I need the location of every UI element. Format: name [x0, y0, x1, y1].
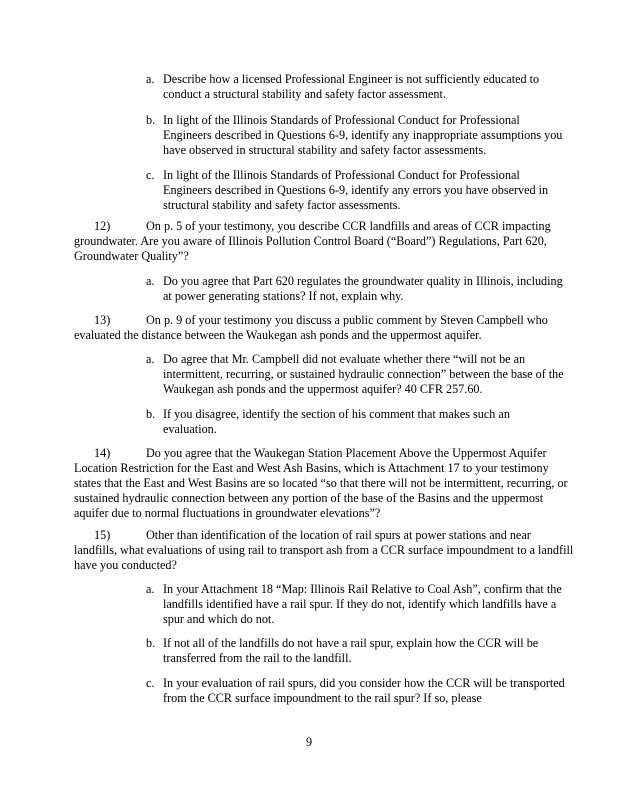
subitem-text: If not all of the landfills do not have a rail spur, explain how the CCR will be transferred from the rail to the landfill.: [163, 636, 539, 665]
subitem-label: a.: [146, 72, 155, 86]
question-text: Other than identification of the location of rail spurs at power stations and near landfills, what evaluations of using rail to transport ash from a CCR surface impoundment to a landfill have you conducted?: [74, 528, 574, 572]
subitem: [146, 352, 566, 397]
subitem-text: In your Attachment 18 “Map: Illinois Rail Relative to Coal Ash”, confirm that the landfills identified have a rail spur. If they do not, identify which landfills have a spur and which do not.: [163, 582, 562, 626]
subitem-text: Do agree that Mr. Campbell did not evaluate whether there “will not be an intermittent, recurring, or sustained hydraulic connection” between the base of the Waukegan ash ponds and the uppermost aquifer? 40 CFR 257.60.: [163, 352, 564, 396]
question-text: On p. 5 of your testimony, you describe CCR landfills and areas of CCR impacting groundwater. Are you aware of Illinois Pollution Control Board (“Board”) Regulations, Part 620, Groundwater Quality”?: [74, 219, 551, 263]
subitem: [146, 582, 566, 627]
subitem: [146, 676, 566, 706]
question: [74, 313, 574, 343]
question-text: Do you agree that the Waukegan Station Placement Above the Uppermost Aquifer Location Restriction for the East and West Ash Basins, which is Attachment 17 to your testimony states that the East and West Basins are so located “so that there will not be intermittent, recurring, or sustained hydraulic connection between any portion of the base of the Basins and the uppermost aquifer due to normal fluctuations in groundwater elevations”?: [74, 446, 568, 520]
subitem-text: In light of the Illinois Standards of Professional Conduct for Professional Engineers described in Questions 6-9, identify any inappropriate assumptions you have observed in structural stability and safety factor assessments.: [163, 113, 563, 157]
subitem-label: c.: [146, 676, 155, 690]
subitem: [146, 113, 566, 158]
subitem-text: Do you agree that Part 620 regulates the groundwater quality in Illinois, including at power generating stations? If not, explain why.: [163, 274, 563, 303]
subitem-text: If you disagree, identify the section of his comment that makes such an evaluation.: [163, 407, 510, 436]
subitem-label: b.: [146, 113, 156, 127]
subitem-label: b.: [146, 636, 156, 650]
subitem-label: b.: [146, 407, 156, 421]
question-number: 12): [94, 219, 111, 233]
question: [74, 446, 574, 521]
subitem-label: a.: [146, 582, 155, 596]
page-number: 9: [305, 735, 313, 749]
subitem: [146, 72, 566, 102]
subitem-text: In light of the Illinois Standards of Professional Conduct for Professional Engineers described in Questions 6-9, identify any errors you have observed in structural stability and safety factor assessments.: [163, 168, 549, 212]
subitem-label: a.: [146, 274, 155, 288]
subitem: [146, 407, 566, 437]
question-number: 15): [94, 528, 111, 542]
subitem: [146, 168, 566, 213]
subitem-label: a.: [146, 352, 155, 366]
subitem-text: Describe how a licensed Professional Engineer is not sufficiently educated to conduct a structural stability and safety factor assessment.: [163, 72, 540, 101]
subitem: [146, 636, 566, 666]
question-text: On p. 9 of your testimony you discuss a public comment by Steven Campbell who evaluated the distance between the Waukegan ash ponds and the uppermost aquifer.: [74, 313, 548, 342]
question-number: 14): [94, 446, 111, 460]
question: [74, 219, 574, 264]
subitem-text: In your evaluation of rail spurs, did you consider how the CCR will be transported from the CCR surface impoundment to the rail spur? If so, please: [163, 676, 565, 705]
subitem: [146, 274, 566, 304]
question-number: 13): [94, 313, 111, 327]
subitem-label: c.: [146, 168, 155, 182]
question: [74, 528, 574, 573]
